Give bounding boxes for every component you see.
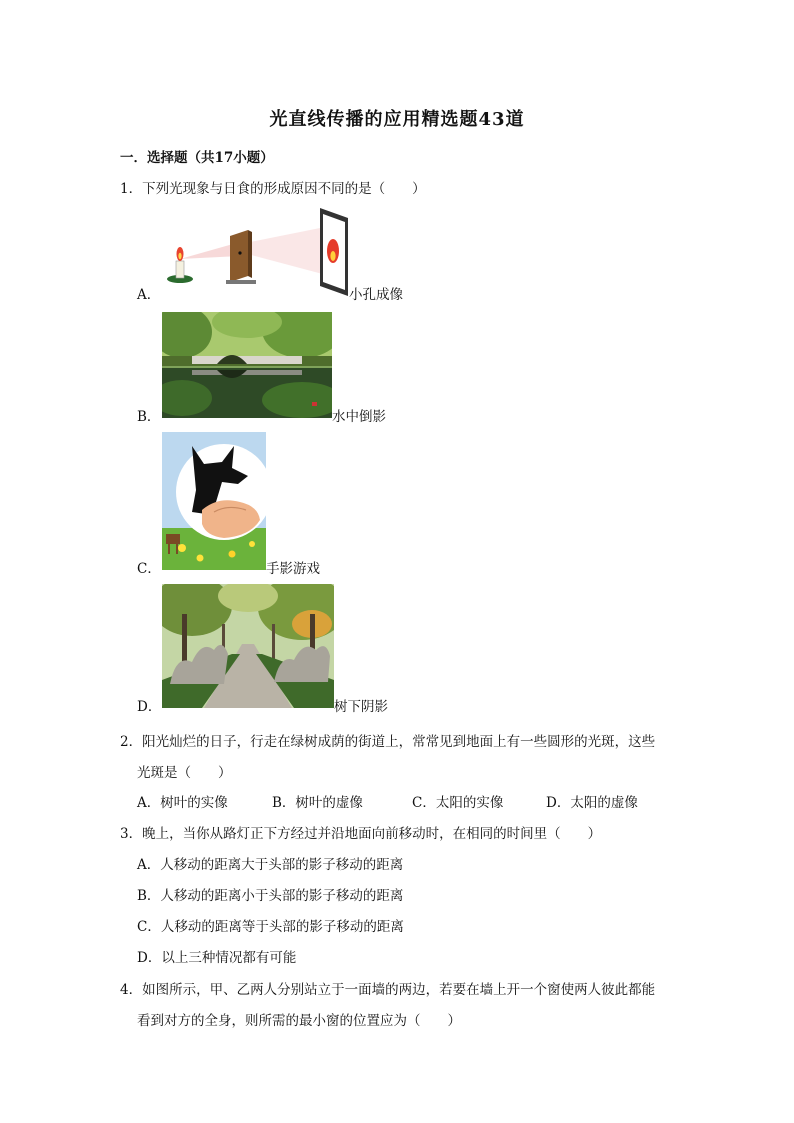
- q1-option-b-label: B．: [137, 409, 161, 425]
- q1-option-d-label: D．: [137, 699, 162, 715]
- question-2-stem-line1: 2．阳光灿烂的日子，行走在绿树成荫的街道上，常常见到地面上有一些圆形的光斑，这些: [120, 734, 656, 750]
- bridge-reflection-image: [162, 312, 332, 418]
- question-4-stem-line2: 看到对方的全身，则所需的最小窗的位置应为（ ）: [137, 1013, 461, 1029]
- q1-option-a-label: A．: [137, 287, 161, 303]
- question-3-stem: 3．晚上，当你从路灯正下方经过并沿地面向前移动时，在相同的时间里（ ）: [120, 826, 602, 842]
- q1-option-b-caption: 水中倒影: [332, 409, 386, 425]
- question-2-stem-line2: 光斑是（ ）: [137, 765, 232, 781]
- q3-option-b: B．人移动的距离小于头部的影子移动的距离: [137, 888, 404, 904]
- q3-option-a: A．人移动的距离大于头部的影子移动的距离: [137, 857, 404, 873]
- q2-option-c: C．太阳的实像: [412, 795, 504, 811]
- question-1-stem: 1．下列光现象与日食的形成原因不同的是（ ）: [120, 181, 426, 197]
- q2-option-a: A．树叶的实像: [137, 795, 228, 811]
- q1-option-a-caption: 小孔成像: [349, 287, 403, 303]
- q2-option-b: B．树叶的虚像: [272, 795, 363, 811]
- q3-option-c: C．人移动的距离等于头部的影子移动的距离: [137, 919, 404, 935]
- section-heading: 一．选择题（共17小题）: [120, 150, 274, 166]
- q1-option-d-caption: 树下阴影: [334, 699, 388, 715]
- pinhole-camera-image: [160, 204, 350, 300]
- question-4-stem-line1: 4．如图所示，甲、乙两人分别站立于一面墙的两边，若要在墙上开一个窗使两人彼此都能: [120, 982, 656, 998]
- q3-option-d: D．以上三种情况都有可能: [137, 950, 297, 966]
- q1-option-c-label: C．: [137, 561, 161, 577]
- q1-option-c-caption: 手影游戏: [266, 561, 320, 577]
- hand-shadow-image: [162, 432, 266, 570]
- tree-shade-path-image: [162, 584, 334, 708]
- q2-option-d: D．太阳的虚像: [546, 795, 638, 811]
- page-title: 光直线传播的应用精选题43道: [269, 109, 525, 130]
